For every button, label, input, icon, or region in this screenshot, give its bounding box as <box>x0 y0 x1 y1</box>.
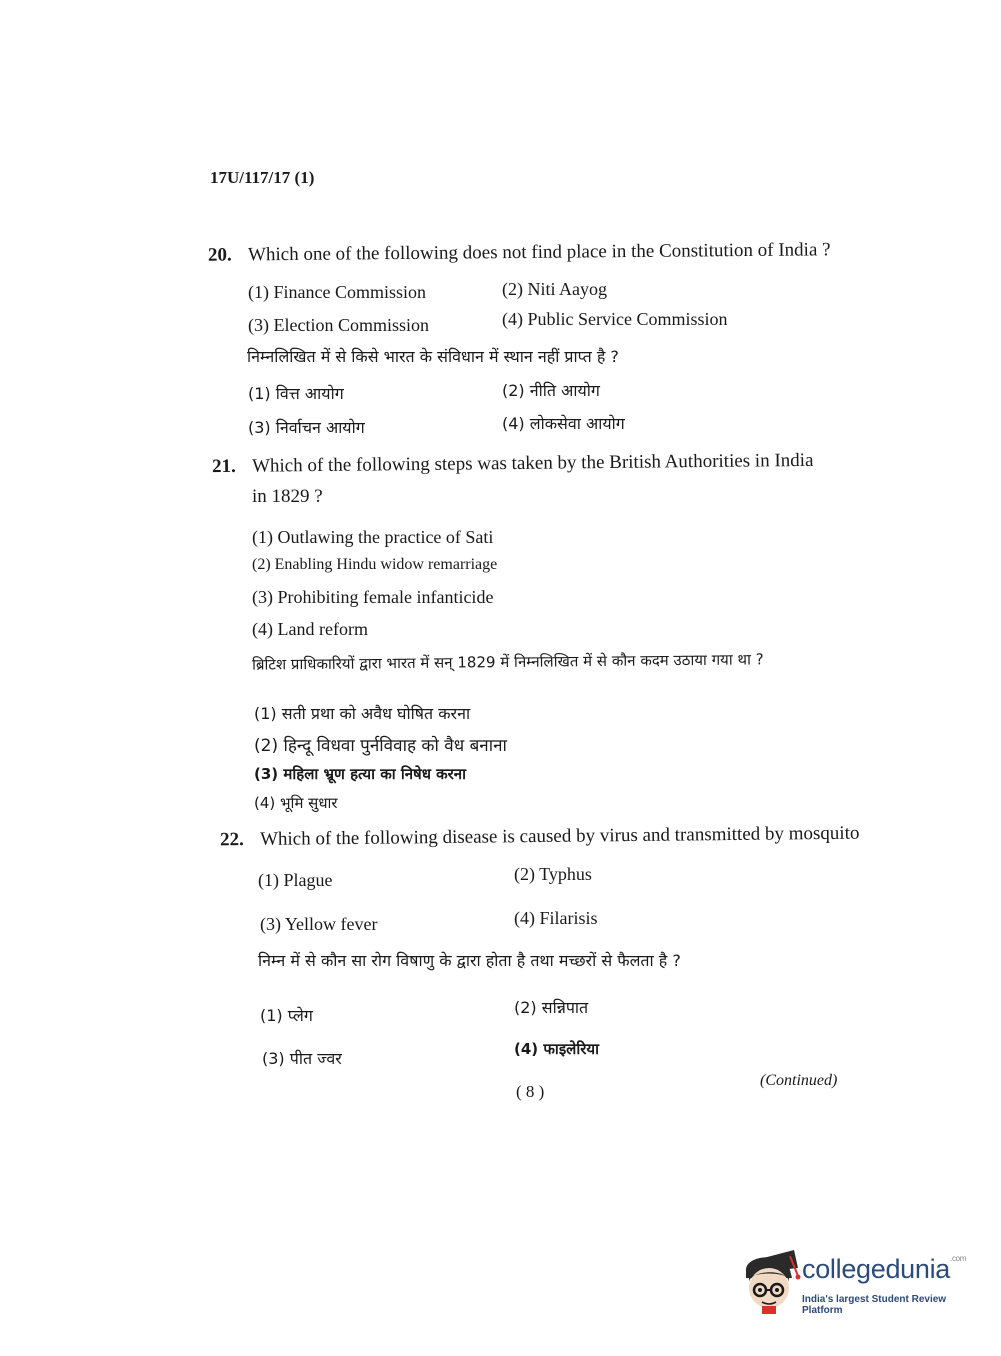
q22-option-hi-3: (3) पीत ज्वर <box>262 1049 342 1068</box>
question-number: 20. <box>207 244 232 266</box>
q20-option-en-2: (2) Niti Aayog <box>502 279 607 299</box>
q22-option-en-4: (4) Filarisis <box>514 908 598 928</box>
q22-option-en-2: (2) Typhus <box>514 864 592 884</box>
q21-option-en-2: (2) Enabling Hindu widow remarriage <box>252 556 498 573</box>
question-number: 22. <box>219 829 244 851</box>
brand-name: collegedunia$^{.com}$ <box>802 1254 967 1284</box>
q21-option-hi-2: (2) हिन्दू विधवा पुर्नविवाह को वैध बनाना <box>254 736 507 756</box>
question-number: 21. <box>211 455 236 478</box>
question-text-en: Which of the following disease is caused by virus and transmitted by mosquito <box>259 822 860 850</box>
collegedunia-watermark <box>740 1248 970 1318</box>
question-22 <box>220 823 860 852</box>
q22-option-en-3: (3) Yellow fever <box>260 914 378 934</box>
page-number: ( 8 ) <box>516 1082 545 1101</box>
brand-suffix: .com <box>950 1254 967 1263</box>
q22-option-en-1: (1) Plague <box>258 870 333 890</box>
brand-tagline: India's largest Student Review Platform <box>802 1294 947 1316</box>
mascot-icon <box>740 1248 802 1314</box>
paper-code: 17U/117/17 (1) <box>210 168 315 187</box>
q22-question-hi: निम्न में से कौन सा रोग विषाणु के द्वारा होता है तथा मच्छरों से फैलता है ? <box>258 951 681 970</box>
q21-question-hi: ब्रिटिश प्राधिकारियों द्वारा भारत में सन् 1829 में निम्नलिखित में से कौन कदम उठाया गया था ? <box>251 650 764 674</box>
question-text-en-line1: Which of the following steps was taken by the British Authorities in India <box>251 449 814 477</box>
question-text-en: Which one of the following does not find place in the Constitution of India ? <box>247 239 831 266</box>
q20-question-hi: निम्नलिखित में से किसे भारत के संविधान में स्थान नहीं प्राप्त है ? <box>247 347 619 366</box>
continued-label: (Continued) <box>760 1072 838 1089</box>
question-21 <box>212 450 814 478</box>
q21-option-hi-1: (1) सती प्रथा को अवैध घोषित करना <box>254 704 471 723</box>
q20-option-hi-4: (4) लोकसेवा आयोग <box>502 414 625 433</box>
q21-option-en-4: (4) Land reform <box>252 619 368 639</box>
q22-option-hi-2: (2) सन्निपात <box>514 998 589 1017</box>
q20-option-en-1: (1) Finance Commission <box>248 282 426 302</box>
q21-option-en-1: (1) Outlawing the practice of Sati <box>252 527 494 547</box>
q20-option-hi-2: (2) नीति आयोग <box>502 381 600 400</box>
q20-option-hi-3: (3) निर्वाचन आयोग <box>248 418 365 437</box>
q21-option-en-3: (3) Prohibiting female infanticide <box>252 587 494 607</box>
q21-option-hi-3: (3) महिला भ्रूण हत्या का निषेध करना <box>254 765 467 783</box>
q22-option-hi-4: (4) फाइलेरिया <box>514 1040 599 1058</box>
question-20 <box>208 239 831 266</box>
q22-option-hi-1: (1) प्लेग <box>260 1006 313 1025</box>
q21-question-en-line2: in 1829 ? <box>252 486 323 507</box>
q20-option-en-4: (4) Public Service Commission <box>502 309 728 329</box>
q21-option-hi-4: (4) भूमि सुधार <box>254 794 338 812</box>
q20-option-en-3: (3) Election Commission <box>248 315 429 335</box>
q20-option-hi-1: (1) वित्त आयोग <box>248 384 344 403</box>
